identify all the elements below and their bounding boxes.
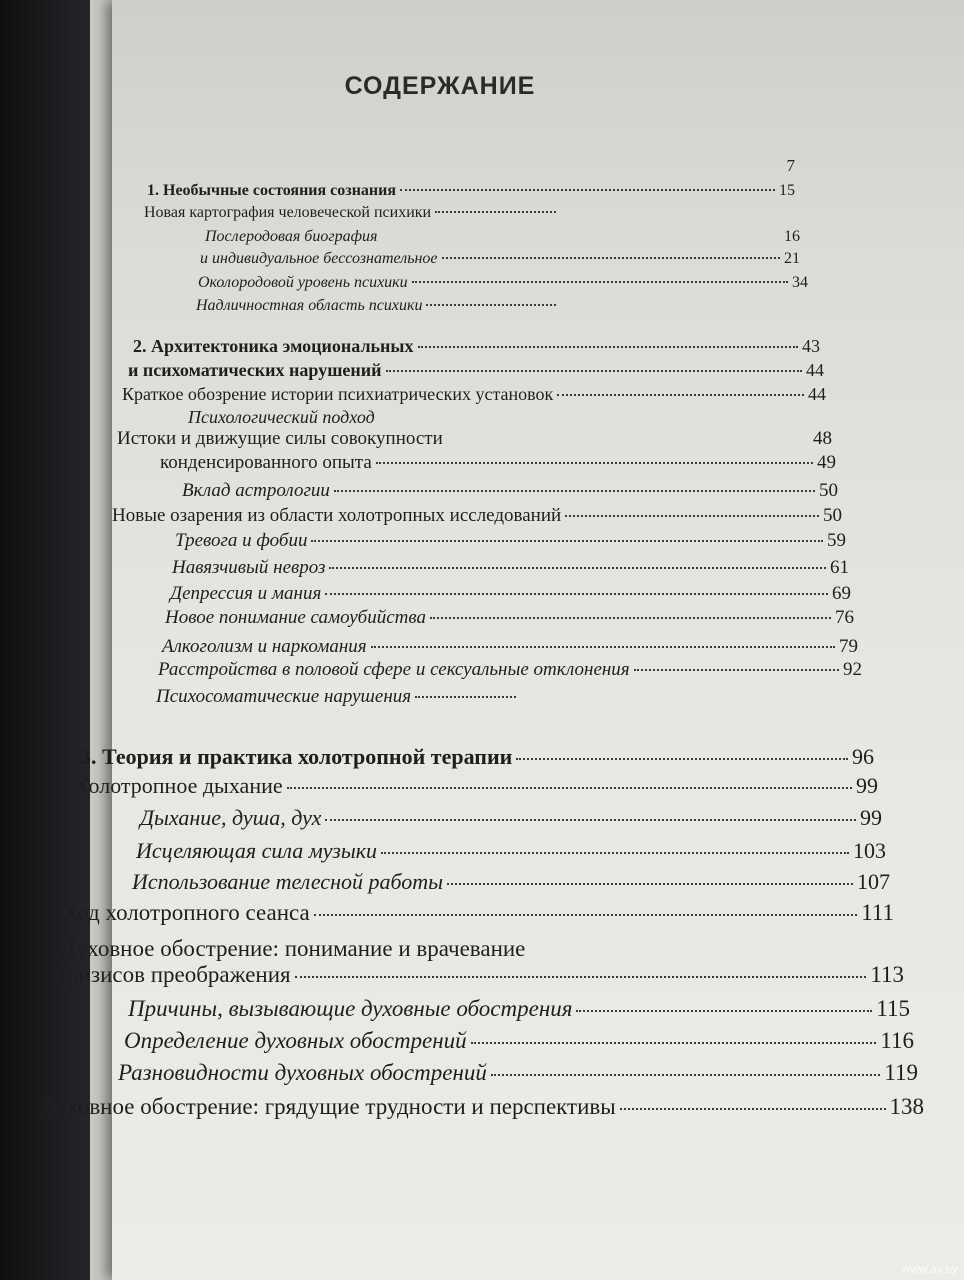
dot-leader [371, 646, 835, 648]
toc-entry [133, 336, 820, 357]
toc-entry-page-number: 21 [784, 250, 800, 267]
toc-entry [56, 962, 904, 988]
toc-entry [140, 805, 882, 831]
toc-entry-title: Новая картография человеческой психики [144, 204, 432, 221]
toc-entry-page-number: 111 [861, 900, 894, 925]
toc-entry-page-number: 99 [856, 773, 878, 798]
toc-entry-page-number: 69 [832, 583, 851, 604]
toc-entry-page-number: 99 [860, 805, 882, 830]
toc-entry-page-number: 79 [839, 636, 858, 657]
dot-leader [418, 346, 799, 348]
dot-leader [557, 394, 804, 396]
dot-leader [430, 617, 831, 619]
dot-leader [447, 883, 853, 885]
toc-entry [40, 1094, 924, 1120]
dot-leader [415, 696, 516, 698]
watermark: www.ay.by [901, 1262, 958, 1276]
dot-leader [516, 758, 848, 760]
toc-entry-title: Истоки и движущие силы совокупности [117, 428, 443, 449]
dot-leader [400, 189, 775, 191]
toc-entry-title: Психосоматические нарушения [156, 686, 412, 707]
toc-entry [132, 869, 890, 895]
toc-entry-page-number: 44 [806, 360, 824, 380]
toc-entry-page-number: 61 [830, 557, 849, 578]
toc-entry [200, 250, 800, 268]
dot-leader [311, 540, 823, 542]
dot-leader [471, 1042, 877, 1044]
toc-entry-page-number: 15 [779, 182, 795, 199]
toc-entry-page-number: 16 [784, 228, 800, 245]
toc-entry-title: Причины, вызывающие духовные обострения [128, 996, 573, 1021]
toc-entry [147, 182, 795, 200]
dot-leader [295, 976, 867, 978]
toc-entry-page-number: 107 [857, 869, 890, 894]
toc-entry-title: конденсированного опыта [160, 452, 372, 473]
toc-entry-title: 2. Архитектоника эмоциональных [133, 336, 414, 356]
dot-leader [314, 914, 858, 916]
toc-entry-title: Надличностная область психики [196, 297, 423, 314]
dot-leader [491, 1074, 880, 1076]
toc-entry-page-number: 49 [817, 452, 836, 473]
dot-leader [426, 304, 556, 306]
toc-entry-title: Околородовой уровень психики [198, 274, 408, 291]
toc-entry [128, 360, 824, 381]
toc-entry [172, 557, 849, 579]
toc-entry [188, 407, 480, 428]
dot-leader [287, 787, 852, 789]
toc-entry-title: и индивидуальное бессознательное [200, 250, 438, 267]
toc-entry-page-number: 43 [802, 336, 820, 356]
toc-entry [160, 452, 836, 474]
toc-entry-title: Разновидности духовных обострений [118, 1060, 487, 1085]
toc-entry-title: Использование телесной работы [132, 869, 444, 894]
toc-entry-title: Определение духовных обострений [124, 1028, 467, 1053]
dot-leader [576, 1010, 872, 1012]
toc-entry-page-number: 113 [870, 962, 904, 987]
toc-entry-title: Вклад астрологии [182, 480, 330, 501]
toc-entry [62, 900, 894, 926]
toc-entry-title: Холотропное дыхание [74, 773, 283, 798]
toc-entry [175, 530, 846, 552]
page-title: СОДЕРЖАНИЕ [344, 72, 536, 100]
toc-entry [144, 204, 560, 222]
toc-entry-page-number: 103 [853, 838, 886, 863]
toc-entry-page-number: 59 [827, 530, 846, 551]
toc-entry [80, 744, 874, 770]
toc-entry [182, 480, 838, 502]
toc-entry [170, 583, 851, 605]
toc-entry [118, 1060, 918, 1086]
toc-entry [128, 996, 910, 1022]
toc-entry [60, 936, 620, 962]
toc-entry-page-number: 34 [792, 274, 808, 291]
toc-entry-page-number: 119 [884, 1060, 918, 1085]
toc-entry-page-number: 138 [889, 1094, 924, 1119]
dot-leader [620, 1108, 886, 1110]
toc-entry-title: Новое понимание самоубийства [165, 607, 427, 628]
toc-entry [156, 686, 520, 708]
toc-entry [112, 505, 842, 527]
toc-entry-title: и психоматических нарушений [128, 360, 382, 380]
toc-entry [117, 428, 832, 450]
dot-leader [325, 593, 828, 595]
toc-entry-page-number: 7 [786, 156, 795, 175]
dot-leader [386, 370, 803, 372]
toc-entry [770, 156, 795, 176]
toc-entry-title: Расстройства в половой сфере и сексуальные отклонения [158, 659, 630, 680]
toc-entry-title: Психологический подход [188, 407, 375, 427]
toc-entry-title: Тревога и фобии [175, 530, 308, 551]
toc-entry [162, 636, 858, 658]
toc-entry-page-number: 44 [808, 384, 826, 404]
toc-entry-page-number: 76 [835, 607, 854, 628]
toc-entry-page-number: 96 [852, 744, 874, 769]
dot-leader [329, 567, 826, 569]
toc-entry [74, 773, 878, 799]
toc-entry-title: 1. Необычные состояния сознания [147, 182, 397, 199]
toc-entry-title: 3. Теория и практика холотропной терапии [80, 744, 513, 769]
toc-entry [122, 384, 826, 405]
dot-leader [412, 281, 788, 283]
dot-leader [381, 852, 849, 854]
dot-leader [334, 490, 815, 492]
toc-entry-title: Навязчивый невроз [172, 557, 326, 578]
dot-leader [376, 462, 813, 464]
toc-entry-title: Депрессия и мания [170, 583, 322, 604]
toc-entry-page-number: 48 [813, 428, 832, 449]
dot-leader [634, 669, 839, 671]
toc-entry-title: Дыхание, душа, дух [140, 805, 322, 830]
toc-entry-page-number: 115 [876, 996, 910, 1021]
toc-entry-title: кризисов преображения [56, 962, 291, 987]
toc-entry-title: Новые озарения из области холотропных исследований [112, 505, 562, 526]
toc-entry [205, 228, 800, 246]
toc-entry-page-number: 50 [823, 505, 842, 526]
dot-leader [565, 515, 819, 517]
toc-entry-title: Духовное обострение: понимание и врачевание [60, 936, 526, 961]
toc-entry-title: Алкоголизм и наркомания [162, 636, 367, 657]
toc-entry-title: Краткое обозрение истории психиатрических установок [122, 384, 554, 404]
toc-entry-title: Послеродовая биография [205, 228, 378, 245]
toc-entry [136, 838, 886, 864]
toc-entry [158, 659, 862, 681]
toc-entry-page-number: 92 [843, 659, 862, 680]
toc-entry-page-number: 116 [880, 1028, 914, 1053]
toc-entry-title: Духовное обострение: грядущие трудности и перспективы [40, 1094, 616, 1119]
toc-entry-title: Ход холотропного сеанса [62, 900, 310, 925]
toc-entry-page-number: 50 [819, 480, 838, 501]
toc-entry [165, 607, 854, 629]
dot-leader [325, 819, 856, 821]
toc-entry [196, 297, 560, 315]
toc-entry-title: Исцеляющая сила музыки [136, 838, 378, 863]
toc-entry [198, 274, 808, 292]
toc-entry [124, 1028, 914, 1054]
dot-leader [435, 211, 556, 213]
dot-leader [442, 257, 780, 259]
